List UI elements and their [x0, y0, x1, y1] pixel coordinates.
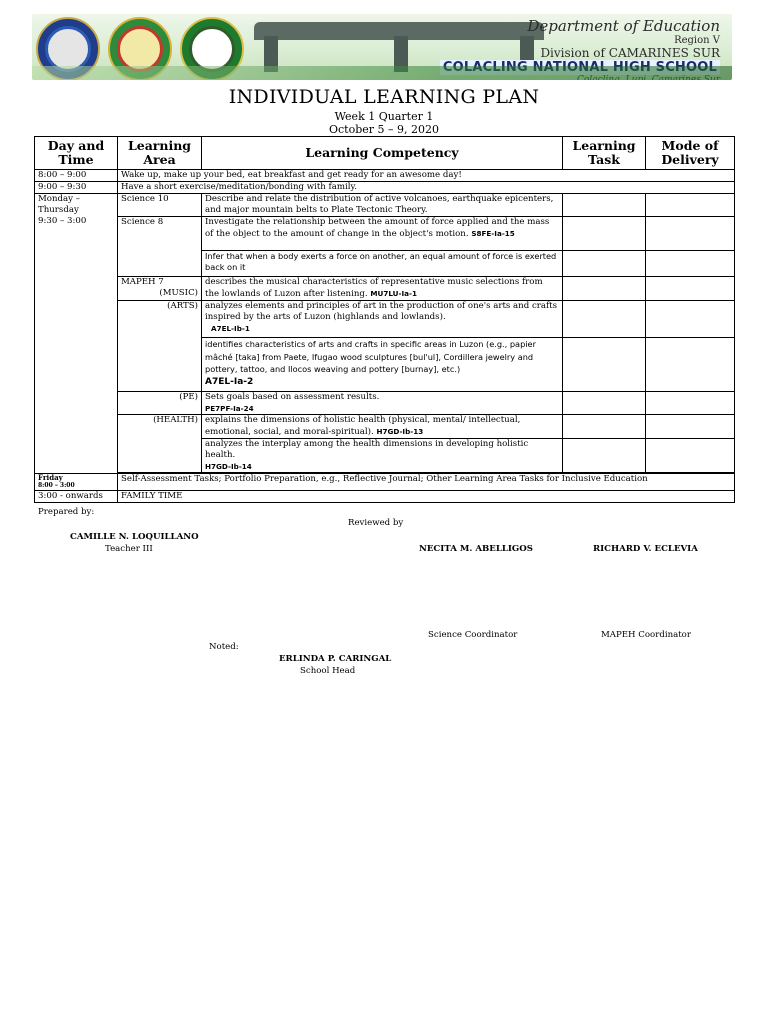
activity-cell: Self-Assessment Tasks; Portfolio Preparation, e.g., Reflective Journal; Other Learning Area Tasks for Inclusive Education	[118, 474, 735, 491]
area-mapeh-label: MAPEH 7	[121, 277, 164, 287]
table-row	[35, 170, 735, 182]
competency-cell: Describe and relate the distribution of active volcanoes, earthquake epicenters, and major mountain belts to Plate Tectonic Theory.	[202, 194, 563, 217]
table-row	[35, 491, 735, 503]
table-row	[35, 277, 735, 301]
school-head-name: ERLINDA P. CARINGAL	[279, 654, 392, 664]
delivery-cell	[646, 301, 735, 338]
competency-code: MU7LU-Ia-1	[370, 289, 418, 298]
delivery-cell	[646, 338, 735, 392]
time-cell: 9:00 – 9:30	[35, 182, 118, 194]
table-row	[35, 415, 735, 439]
delivery-cell	[646, 415, 735, 439]
table-row	[35, 392, 735, 415]
preparer-title: Teacher III	[105, 544, 153, 554]
table-row	[35, 474, 735, 491]
reviewer2-name: RICHARD V. ECLEVIA	[593, 544, 698, 554]
mon-thu-cell	[35, 194, 118, 474]
competency-cell	[202, 301, 563, 338]
competency-cell	[202, 439, 563, 473]
area-arts: (ARTS)	[118, 301, 202, 392]
competency-cell	[202, 277, 563, 301]
school-head-title: School Head	[300, 666, 356, 676]
task-cell	[563, 338, 646, 392]
table-header-row	[35, 137, 735, 170]
task-cell	[563, 415, 646, 439]
task-cell	[563, 277, 646, 301]
competency-text: analyzes the interplay among the health dimensions in developing holistic health.	[205, 439, 529, 460]
reviewer1-name: NECITA M. ABELLIGOS	[419, 544, 533, 554]
area-mapeh-music	[118, 277, 202, 301]
table-row	[35, 182, 735, 194]
activity-cell: FAMILY TIME	[118, 491, 735, 503]
competency-text: describes the musical characteristics of representative music selections from the lowlands of Luzon after listening.	[205, 277, 543, 299]
competency-text: identifies characteristics of arts and crafts in specific areas in Luzon (e.g., papier mâché [taka] from Paete, Ifugao wood sculptures [bul'ul], Cordillera jewelry and pottery, tattoo, and Ilocos weaving and pottery [burnay], etc.)	[205, 339, 536, 374]
preparer-name: CAMILLE N. LOQUILLANO	[70, 532, 199, 542]
friday-cell	[35, 474, 118, 491]
delivery-cell	[646, 439, 735, 473]
noted-label: Noted:	[209, 642, 239, 652]
header-competency: Learning Competency	[202, 137, 563, 170]
competency-code: A7EL-Ib-1	[211, 324, 250, 333]
date-range: October 5 – 9, 2020	[328, 123, 439, 136]
header-learning-task: Learning Task	[563, 137, 646, 170]
activity-cell: Wake up, make up your bed, eat breakfast and get ready for an awesome day!	[118, 170, 735, 182]
header-mode-delivery: Mode of Delivery	[646, 137, 735, 170]
table-row	[35, 194, 735, 217]
prepared-by-label: Prepared by:	[38, 507, 95, 517]
learning-plan-table	[34, 136, 735, 503]
competency-code: H7GD-Ib-13	[376, 427, 424, 436]
task-cell	[563, 194, 646, 217]
delivery-cell	[646, 194, 735, 217]
time-cell: 8:00 – 9:00	[35, 170, 118, 182]
competency-code: A7EL-Ia-2	[205, 376, 254, 387]
competency-text: Sets goals based on assessment results.	[205, 392, 380, 402]
competency-cell	[202, 415, 563, 439]
area-health: (HEALTH)	[118, 415, 202, 473]
document-title: INDIVIDUAL LEARNING PLAN	[228, 86, 540, 108]
friday-day: Friday	[38, 473, 63, 482]
mon-thu-day: Monday – Thursday	[38, 194, 81, 215]
competency-cell	[202, 338, 563, 392]
competency-cell	[202, 392, 563, 415]
delivery-cell	[646, 251, 735, 277]
area-science10: Science 10	[118, 194, 202, 217]
delivery-cell	[646, 217, 735, 251]
task-cell	[563, 439, 646, 473]
task-cell	[563, 301, 646, 338]
task-cell	[563, 251, 646, 277]
area-science8: Science 8	[118, 217, 202, 277]
reviewed-by-label: Reviewed by	[348, 518, 404, 528]
table-row	[35, 217, 735, 251]
delivery-cell	[646, 392, 735, 415]
region-name: Region V	[674, 35, 720, 46]
friday-time: 8:00 – 3:00	[38, 482, 75, 489]
competency-text: explains the dimensions of holistic health (physical, mental/ intellectual, emotional, social, and moral-spiritual).	[205, 415, 521, 437]
mon-thu-time: 9:30 – 3:00	[38, 216, 87, 226]
reviewer2-title: MAPEH Coordinator	[601, 630, 691, 640]
competency-code: H7GD-Ib-14	[205, 462, 252, 471]
reviewer1-title: Science Coordinator	[428, 630, 518, 640]
week-quarter: Week 1 Quarter 1	[334, 110, 434, 123]
delivery-cell	[646, 277, 735, 301]
area-pe: (PE)	[118, 392, 202, 415]
banner-stripe	[32, 66, 732, 80]
header-day-time: Day and Time	[35, 137, 118, 170]
time-cell: 3:00 - onwards	[35, 491, 118, 503]
header-learning-area: Learning Area	[118, 137, 202, 170]
competency-code: PE7PF-Ia-24	[205, 404, 254, 413]
task-cell	[563, 217, 646, 251]
competency-cell: Infer that when a body exerts a force on another, an equal amount of force is exerted back on it	[202, 251, 563, 277]
division-name: Division of CAMARINES SUR	[540, 46, 720, 60]
table-row	[35, 301, 735, 338]
header-banner	[32, 14, 732, 80]
competency-cell	[202, 217, 563, 251]
competency-text: analyzes elements and principles of art in the production of one's arts and crafts inspired by the arts of Luzon (highlands and lowlands).	[205, 301, 558, 322]
department-name: Department of Education	[527, 17, 720, 35]
competency-text: Investigate the relationship between the amount of force applied and the mass of the object to the amount of change in the object's motion.	[205, 217, 550, 239]
area-music-label: (MUSIC)	[159, 288, 198, 298]
task-cell	[563, 392, 646, 415]
activity-cell: Have a short exercise/meditation/bonding with family.	[118, 182, 735, 194]
competency-code: S8FE-Ia-15	[471, 229, 515, 238]
